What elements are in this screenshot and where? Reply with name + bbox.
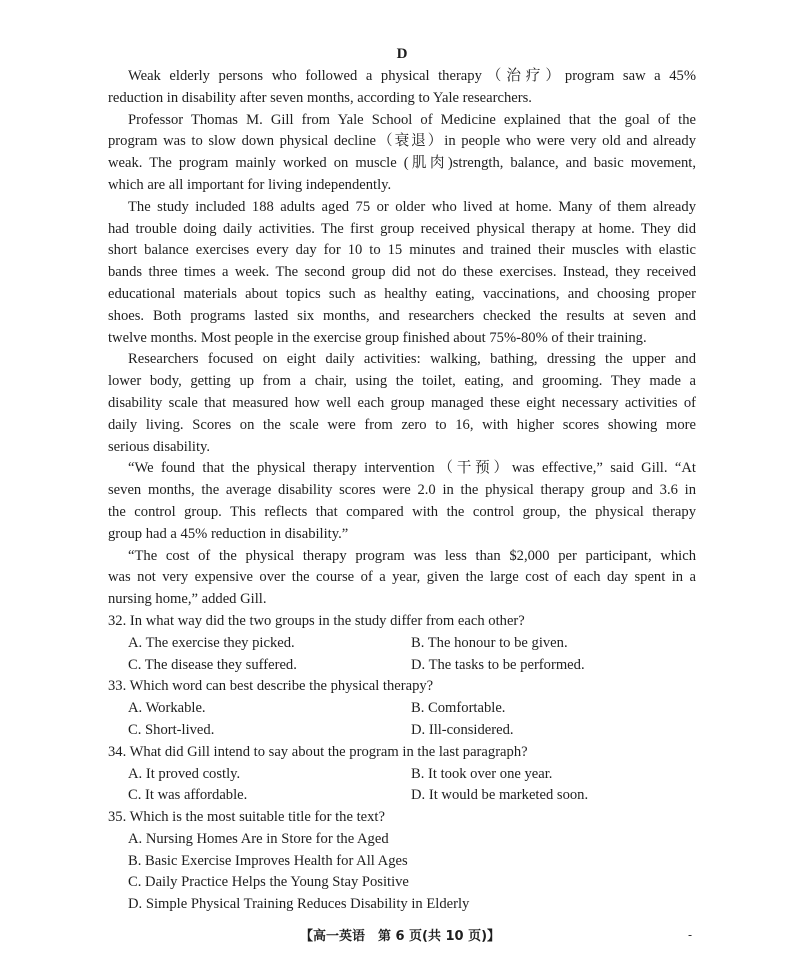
answer-option: C. Daily Practice Helps the Young Stay Positive (128, 874, 409, 891)
text-line: The study included 188 adults aged 75 or older who lived at home. Many of them already (128, 198, 696, 215)
answer-option: C. Short-lived. (128, 721, 215, 738)
exam-page (108, 44, 696, 916)
question-stem: 34. What did Gill intend to say about the program in the last paragraph? (108, 743, 528, 760)
question-block (108, 807, 696, 916)
text-line: educational materials about topics such as healthy eating, vaccinations, and choosing proper (108, 285, 696, 302)
option-row (108, 655, 696, 677)
text-line: group had a 45% reduction in disability.” (108, 525, 349, 542)
paragraph (108, 349, 696, 458)
answer-option: C. It was affordable. (128, 787, 248, 804)
question-stem: 35. Which is the most suitable title for the text? (108, 809, 385, 826)
answer-option: B. Basic Exercise Improves Health for All Ages (128, 852, 408, 869)
text-line: Professor Thomas M. Gill from Yale School of Medicine explained that the goal of the (128, 111, 696, 128)
passage-title: D (396, 46, 408, 62)
answer-option: D. The tasks to be performed. (411, 656, 585, 673)
question-block (108, 742, 696, 807)
option-row (108, 720, 696, 742)
answer-option: A. The exercise they picked. (128, 634, 295, 651)
answer-option: D. Simple Physical Training Reduces Disability in Elderly (128, 896, 470, 913)
text-line: twelve months. Most people in the exercise group finished about 75%-80% of their training. (108, 329, 647, 346)
paragraph (108, 66, 696, 110)
text-line: had trouble doing daily activities. The first group received physical therapy at home. They did (108, 220, 696, 237)
questions (108, 611, 696, 916)
option-row (108, 698, 696, 720)
text-line: was not very expensive over the course of a year, given the large cost of each day spent in a (108, 569, 696, 586)
text-line: reduction in disability after seven months, according to Yale researchers. (108, 89, 532, 106)
text-line: the control group. This reflects that compared with the control group, the physical therapy (108, 503, 696, 520)
text-line: program was to slow down physical decline（衰退）in people who were very old and already (108, 133, 696, 150)
text-line: seven months, the average disability scores were 2.0 in the physical therapy group and 3.6 in (108, 482, 696, 499)
text-line: Researchers focused on eight daily activities: walking, bathing, dressing the upper and (128, 351, 696, 368)
answer-option: D. Ill-considered. (411, 721, 514, 738)
paragraph (108, 110, 696, 197)
text-line: daily living. Scores on the scale were from zero to 16, with higher scores showing more (108, 416, 696, 433)
passage (108, 66, 696, 611)
text-line: bands three times a week. The second group did not do these exercises. Instead, they received (108, 264, 696, 281)
corner-mark: - (688, 928, 693, 942)
question-stem: 33. Which word can best describe the physical therapy? (108, 678, 434, 695)
answer-option: A. Workable. (128, 700, 206, 717)
answer-option: B. The honour to be given. (411, 634, 568, 651)
question-stem: 32. In what way did the two groups in the study differ from each other? (108, 612, 525, 629)
text-line: which are all important for living independently. (108, 176, 392, 193)
page-footer: 【高一英语 第 6 页(共 10 页)】 (299, 929, 501, 944)
option-row (108, 764, 696, 786)
paragraph (108, 197, 696, 350)
answer-option: B. It took over one year. (411, 765, 553, 782)
text-line: shoes. Both programs lasted six months, and researchers checked the results at seven and (108, 307, 696, 324)
text-line: nursing home,” added Gill. (108, 591, 267, 608)
text-line: “We found that the physical therapy intervention（干预）was effective,” said Gill. “At (128, 460, 696, 477)
text-line: lower body, getting up from a chair, using the toilet, eating, and grooming. They made a (108, 373, 696, 390)
text-line: disability scale that measured how well each group managed these eight necessary activities of (108, 394, 696, 411)
text-line: serious disability. (108, 438, 211, 455)
answer-option: A. It proved costly. (128, 765, 241, 782)
answer-option: A. Nursing Homes Are in Store for the Aged (128, 830, 389, 847)
text-line: Weak elderly persons who followed a physical therapy（治疗）program saw a 45% (128, 68, 696, 84)
option-row (108, 633, 696, 655)
text-line: weak. The program mainly worked on muscle (肌肉)strength, balance, and basic movement, (108, 155, 696, 172)
question-block (108, 611, 696, 676)
question-block (108, 676, 696, 741)
text-line: short balance exercises every day for 10 to 15 minutes and trained their muscles with elastic (108, 242, 696, 259)
option-row (108, 785, 696, 807)
answer-option: B. Comfortable. (411, 700, 506, 717)
paragraph (108, 546, 696, 611)
answer-option: D. It would be marketed soon. (411, 787, 589, 804)
paragraph (108, 458, 696, 545)
answer-option: C. The disease they suffered. (128, 656, 297, 673)
text-line: “The cost of the physical therapy program was less than $2,000 per participant, which (128, 547, 696, 564)
